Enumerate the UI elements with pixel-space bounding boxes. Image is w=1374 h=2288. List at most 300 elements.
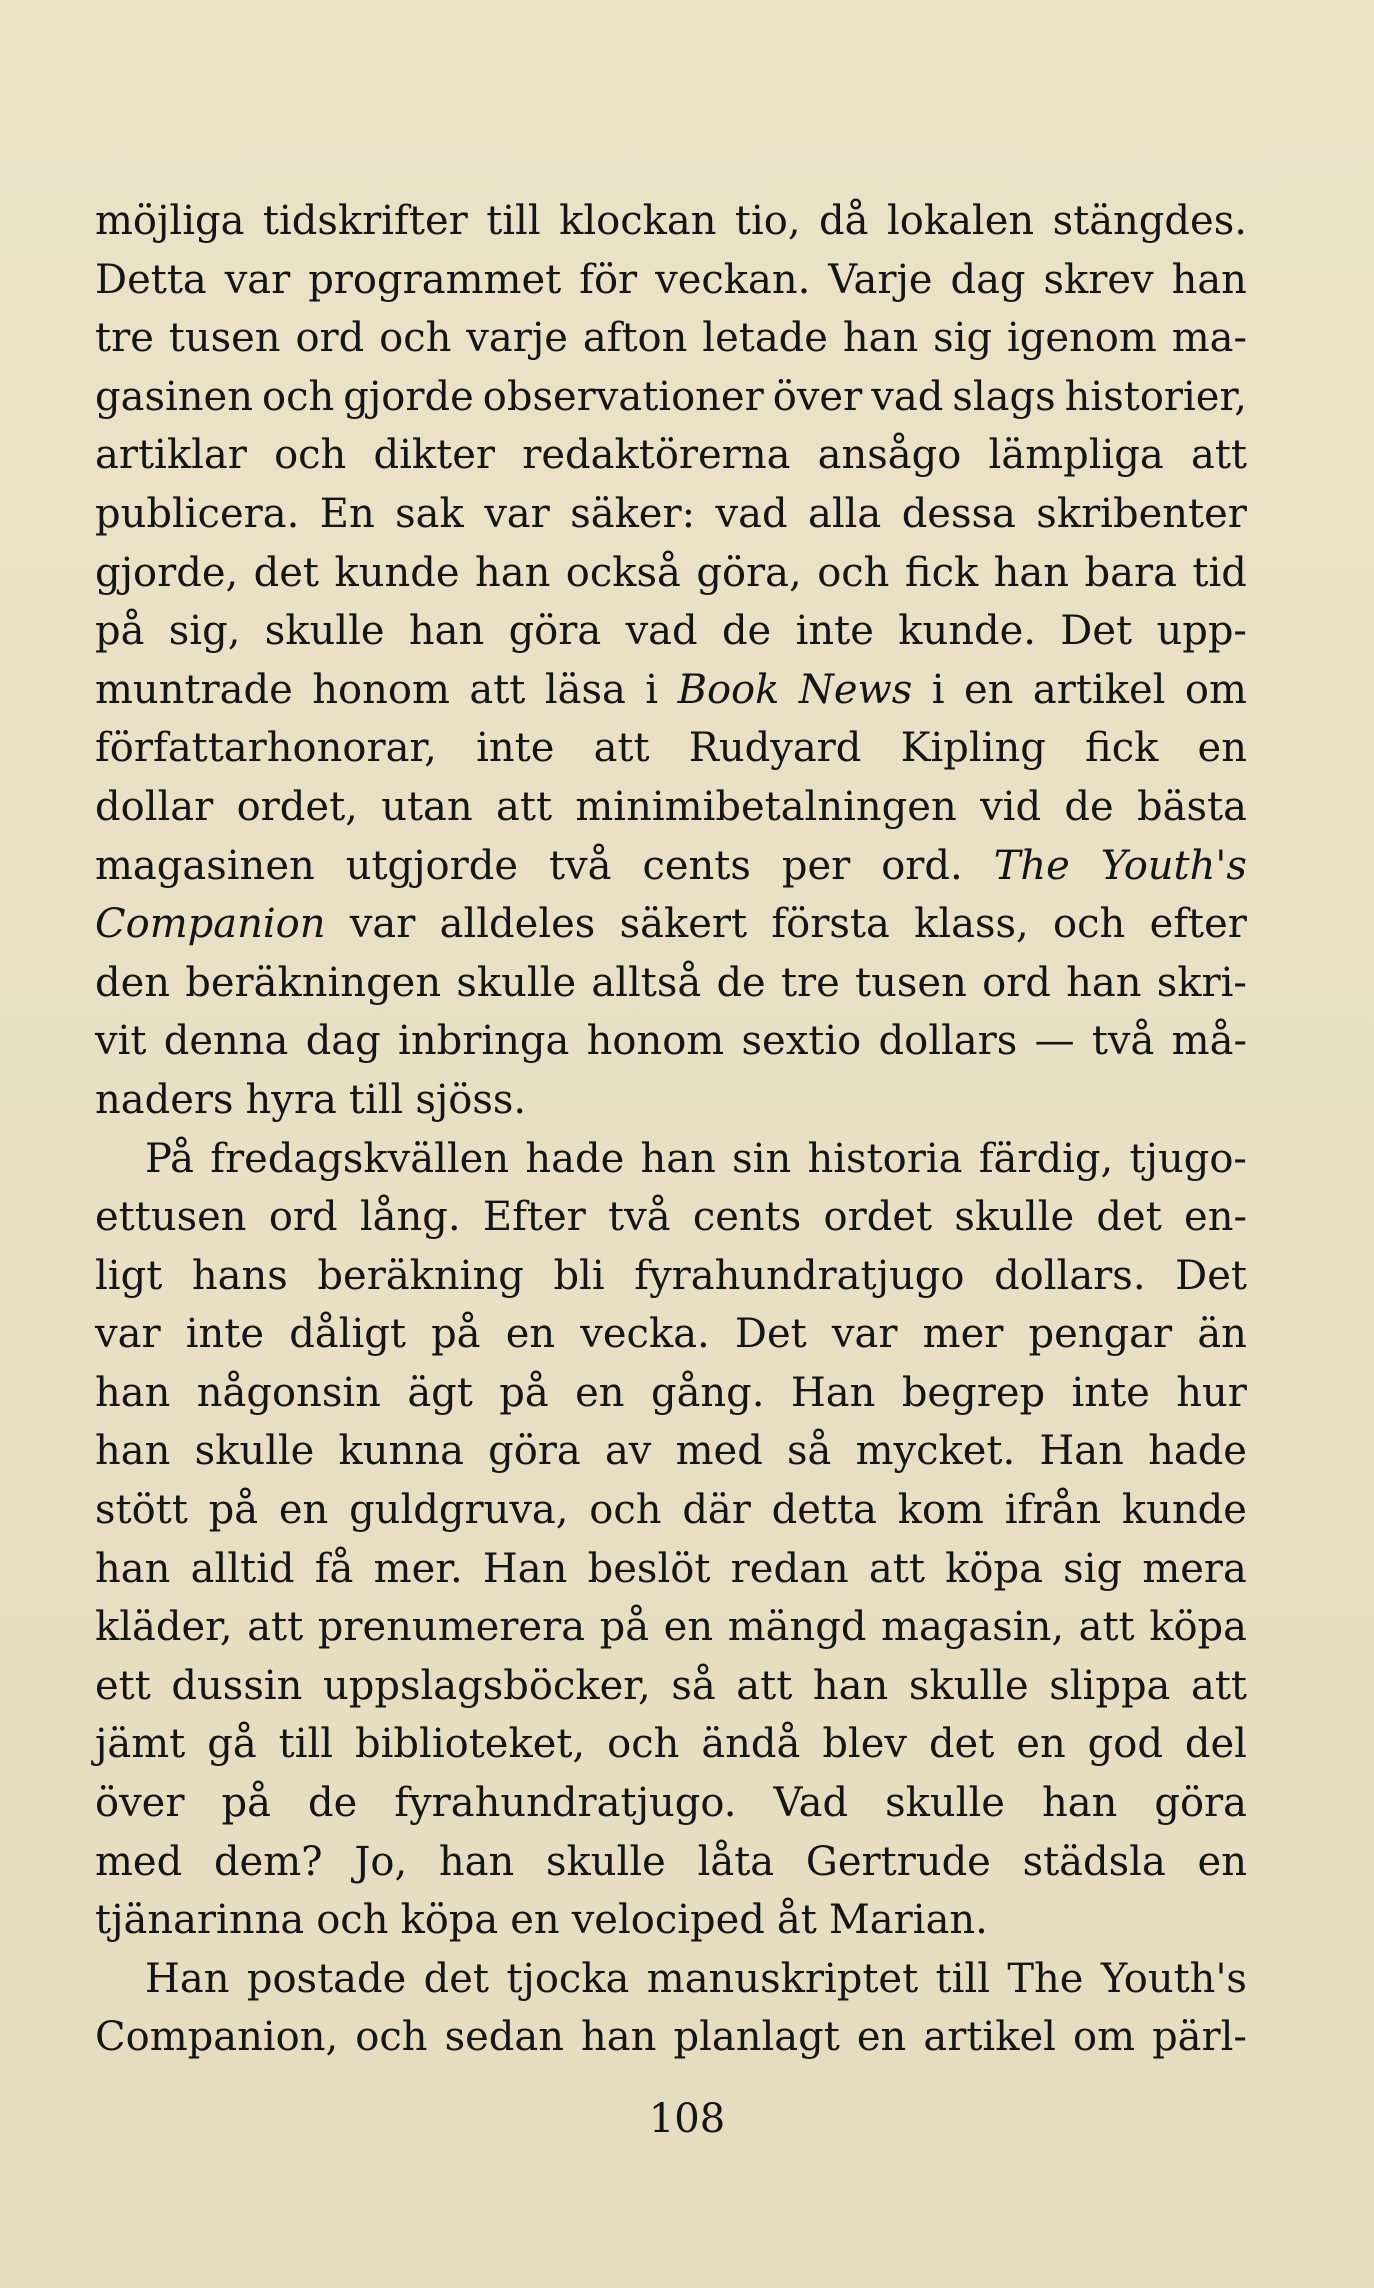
word: säker:: [570, 490, 696, 537]
word: om: [1072, 2014, 1135, 2061]
word: sin: [732, 1135, 792, 1182]
word: ord: [982, 959, 1051, 1006]
word: de: [307, 1780, 358, 1827]
word: sig,: [168, 608, 241, 655]
word: en-: [1184, 1194, 1247, 1241]
word: magasinen: [95, 842, 315, 889]
word: Detta: [95, 256, 207, 303]
text-line: [95, 1540, 1247, 1599]
word: publicera.: [95, 490, 300, 537]
word: ordet,: [236, 783, 358, 830]
word: biblioteket,: [355, 1721, 586, 1768]
word: historier,: [1064, 373, 1247, 420]
word: och: [355, 2014, 428, 2061]
word: inte: [1071, 1369, 1150, 1416]
word: hans: [191, 1252, 288, 1299]
word: dag: [305, 1018, 381, 1065]
word: Det: [1060, 608, 1133, 655]
word: redan: [730, 1545, 849, 1592]
italic-word: Companion: [95, 901, 326, 948]
word: ord: [268, 1194, 338, 1241]
word: med: [95, 1838, 183, 1885]
word: —: [1034, 1018, 1075, 1065]
word: gång.: [650, 1369, 765, 1416]
word: möjliga: [95, 198, 245, 244]
word: färdig,: [978, 1135, 1114, 1182]
text-line: [95, 544, 1247, 603]
word: till: [935, 1955, 990, 2002]
word: mera: [1142, 1545, 1247, 1592]
word: skribenter: [1036, 490, 1247, 537]
word: låta: [697, 1838, 775, 1885]
word: gjorde,: [95, 549, 239, 596]
text-line: [95, 602, 1247, 661]
word: skrev: [1043, 256, 1154, 303]
text-line: [95, 2008, 1247, 2067]
word: dollars.: [994, 1252, 1146, 1299]
word: sak: [395, 490, 464, 537]
text-line: [95, 1364, 1247, 1423]
word: utgjorde: [345, 842, 519, 889]
word: att: [1078, 1604, 1135, 1651]
word: klass,: [914, 901, 1029, 948]
text-line: [95, 1012, 1247, 1071]
word: också: [565, 549, 681, 596]
word: och: [274, 432, 347, 479]
word: Companion,: [95, 2014, 339, 2061]
word: det: [1096, 1194, 1162, 1241]
word: skri-: [1156, 959, 1247, 1006]
word: alltså: [591, 959, 702, 1006]
word: skulle: [456, 959, 577, 1006]
word: slags: [952, 373, 1056, 420]
word: The: [1007, 1955, 1084, 2002]
page-number: 108: [648, 2096, 726, 2142]
word: han: [408, 608, 485, 655]
word: en: [1197, 725, 1247, 772]
word: gasinen: [95, 373, 253, 420]
italic-word: News: [798, 666, 913, 713]
word: ändå: [701, 1721, 801, 1768]
word: en: [1016, 1721, 1066, 1768]
word: magasin,: [881, 1604, 1065, 1651]
word: vecka.: [580, 1311, 710, 1358]
word: och: [817, 549, 890, 596]
word: att: [496, 783, 553, 830]
word: han: [581, 2014, 657, 2061]
word: lång.: [359, 1194, 461, 1241]
word: ma-: [1171, 315, 1247, 362]
word: inte: [476, 725, 555, 772]
word: stött: [95, 1487, 188, 1534]
word: kunde: [334, 549, 460, 596]
text-line: [95, 368, 1247, 427]
word: sjöss.: [415, 1076, 527, 1123]
text-line: [95, 1657, 1247, 1716]
word: må-: [1171, 1018, 1247, 1065]
word: var: [95, 1311, 161, 1358]
word: Marian.: [828, 1897, 988, 1944]
word: en: [510, 1897, 560, 1944]
text-line: [95, 1422, 1247, 1481]
text-line: [95, 837, 1247, 896]
word: säkert: [619, 901, 748, 948]
word: alltid: [190, 1545, 295, 1592]
word: till: [486, 198, 541, 244]
word: på: [95, 608, 145, 655]
word: slippa: [1049, 1662, 1171, 1709]
word: fyrahundratjugo.: [394, 1780, 737, 1827]
word: en: [856, 2014, 907, 2061]
word: vit: [95, 1018, 147, 1065]
word: han: [1041, 1780, 1118, 1827]
text-line: [95, 1715, 1247, 1774]
word: honom: [312, 666, 450, 713]
word: guldgruva,: [349, 1487, 569, 1534]
word: Jo,: [354, 1838, 408, 1885]
word: cents: [692, 1194, 802, 1241]
word: dussin: [171, 1662, 303, 1709]
word: till: [348, 1076, 404, 1123]
word: ordet: [823, 1194, 933, 1241]
word: på: [599, 1604, 650, 1651]
italic-word: Youth's: [1100, 842, 1247, 889]
word: manuskriptet: [646, 1955, 919, 2002]
word: Det: [1175, 1252, 1247, 1299]
word: prenumerera: [317, 1604, 586, 1651]
word: bara: [1084, 549, 1177, 596]
word: upp-: [1156, 608, 1247, 655]
word: muntrade: [95, 666, 293, 713]
word: att: [1191, 1662, 1247, 1709]
word: han: [1066, 959, 1142, 1006]
word: han: [438, 1838, 515, 1885]
word: någonsin: [196, 1369, 381, 1416]
word: dag: [950, 256, 1026, 303]
word: skulle: [546, 1838, 666, 1885]
word: dollar: [95, 783, 214, 830]
word: pengar: [1028, 1311, 1173, 1358]
word: tjänarinna: [95, 1897, 305, 1944]
word: en: [1197, 1838, 1247, 1885]
word: ettusen: [95, 1194, 247, 1241]
word: lokalen: [886, 198, 1035, 244]
word: tidskrifter: [262, 198, 468, 244]
text-line: [95, 192, 1247, 251]
word: inbringa: [398, 1018, 570, 1065]
word: vid: [980, 783, 1042, 830]
word: postade: [246, 1955, 407, 2002]
word: skulle: [954, 1194, 1075, 1241]
text-line: [95, 1071, 1247, 1130]
word: åt: [776, 1897, 817, 1944]
text-line: [95, 895, 1247, 954]
word: programmet: [308, 256, 562, 303]
word: göra: [1154, 1780, 1247, 1827]
word: författarhonorar,: [95, 725, 437, 772]
word: bli: [553, 1252, 605, 1299]
word: mer: [922, 1311, 1004, 1358]
word: och: [316, 1897, 389, 1944]
italic-word: Book: [677, 666, 780, 713]
word: bästa: [1137, 783, 1247, 830]
word: köpa: [945, 1545, 1043, 1592]
word: beräkning: [317, 1252, 524, 1299]
word: skulle: [264, 608, 385, 655]
word: inte: [795, 608, 874, 655]
word: så: [787, 1428, 832, 1475]
word: letade: [702, 315, 828, 362]
word: köpa: [400, 1897, 499, 1944]
word: Youth's: [1100, 1955, 1247, 2002]
word: på: [499, 1369, 549, 1416]
word: per: [781, 842, 851, 889]
word: det: [423, 1955, 489, 2002]
word: stängdes.: [1052, 198, 1247, 244]
word: På: [145, 1135, 194, 1182]
word: mer.: [373, 1545, 463, 1592]
word: igenom: [1006, 315, 1157, 362]
word: och: [379, 315, 452, 362]
word: han: [993, 549, 1070, 596]
word: uppslagsböcker,: [323, 1662, 651, 1709]
word: fredagskvällen: [210, 1135, 510, 1182]
word: naders: [95, 1076, 234, 1123]
word: skulle: [885, 1780, 1005, 1827]
word: det: [928, 1721, 995, 1768]
word: fick: [1085, 725, 1159, 772]
word: ägt: [407, 1369, 473, 1416]
word: om: [1184, 666, 1247, 713]
italic-word: The: [993, 842, 1070, 889]
word: den: [95, 959, 171, 1006]
word: skulle: [908, 1662, 1029, 1709]
word: en: [663, 1604, 714, 1651]
word: Han: [1039, 1428, 1124, 1475]
word: afton: [582, 315, 688, 362]
word: en: [505, 1311, 556, 1358]
word: att: [593, 725, 650, 772]
text-line: [95, 251, 1247, 310]
word: velociped: [571, 1897, 765, 1944]
word: över: [95, 1780, 185, 1827]
word: mycket.: [855, 1428, 1016, 1475]
word: göra,: [696, 549, 802, 596]
word: gjorde: [343, 373, 474, 420]
word: dollars: [878, 1018, 1018, 1065]
text-line: [95, 1481, 1247, 1540]
word: göra: [508, 608, 602, 655]
word: kom: [897, 1487, 984, 1534]
word: där: [682, 1487, 751, 1534]
text-line: [95, 1833, 1247, 1892]
word: på: [208, 1487, 259, 1534]
word: och: [607, 1721, 680, 1768]
word: detta: [771, 1487, 877, 1534]
word: gå: [207, 1721, 257, 1768]
word: lämpliga: [988, 432, 1164, 479]
word: ett: [95, 1662, 151, 1709]
word: kunde.: [898, 608, 1036, 655]
word: hade: [525, 1135, 625, 1182]
word: det: [253, 549, 320, 596]
word: ansågo: [817, 432, 962, 479]
word: sextio: [741, 1018, 862, 1065]
word: han: [842, 315, 919, 362]
word: Efter: [482, 1194, 586, 1241]
word: dikter: [373, 432, 496, 479]
word: i: [931, 666, 945, 713]
word: tjocka: [506, 1955, 630, 2002]
word: att: [247, 1604, 304, 1651]
word: dåligt: [289, 1311, 406, 1358]
word: tjugo-: [1129, 1135, 1247, 1182]
word: han: [1171, 256, 1247, 303]
word: Vad: [773, 1780, 849, 1827]
word: hyra: [245, 1076, 337, 1123]
word: var: [831, 1311, 898, 1358]
word: en: [964, 666, 1014, 713]
word: var: [349, 901, 416, 948]
word: tusen: [168, 315, 281, 362]
word: artikel: [1032, 666, 1166, 713]
word: tre: [780, 959, 840, 1006]
word: ifrån: [1004, 1487, 1102, 1534]
word: en: [575, 1369, 625, 1416]
word: och: [1053, 901, 1126, 948]
word: efter: [1149, 901, 1247, 948]
word: ligt: [95, 1252, 163, 1299]
word: utan: [381, 783, 473, 830]
word: sig: [1063, 1545, 1123, 1592]
word: att: [736, 1662, 793, 1709]
text-line: [95, 1188, 1247, 1247]
word: till: [278, 1721, 334, 1768]
word: pärl-: [1152, 2014, 1247, 2061]
word: vad: [871, 373, 944, 420]
word: kläder,: [95, 1604, 233, 1651]
word: kunna: [338, 1428, 464, 1475]
text-line: [95, 778, 1247, 837]
text-line: [95, 485, 1247, 544]
word: en: [278, 1487, 329, 1534]
word: än: [1197, 1311, 1247, 1358]
word: att: [469, 666, 526, 713]
word: hade: [1148, 1428, 1247, 1475]
word: köpa: [1149, 1604, 1247, 1651]
word: beräkningen: [185, 959, 442, 1006]
word: jämt: [95, 1721, 186, 1768]
word: veckan.: [655, 256, 811, 303]
word: Det: [734, 1311, 807, 1358]
word: klockan: [559, 198, 717, 244]
word: cents: [642, 842, 751, 889]
word: så: [671, 1662, 716, 1709]
word: över: [772, 373, 863, 420]
word: observationer: [482, 373, 764, 420]
word: historia: [807, 1135, 963, 1182]
word: Han: [482, 1545, 568, 1592]
word: ord: [295, 315, 365, 362]
word: Gertrude: [805, 1838, 991, 1885]
word: sedan: [444, 2014, 564, 2061]
word: att: [1190, 432, 1247, 479]
word: inte: [185, 1311, 265, 1358]
word: Han: [145, 1955, 230, 2002]
word: två: [1091, 1018, 1155, 1065]
word: En: [319, 490, 375, 537]
word: han: [95, 1545, 171, 1592]
word: de: [1064, 783, 1114, 830]
word: Rudyard: [688, 725, 862, 772]
word: att: [868, 1545, 925, 1592]
word: denna: [163, 1018, 289, 1065]
text-line: [95, 1305, 1247, 1364]
word: ord.: [881, 842, 963, 889]
word: blev: [822, 1721, 907, 1768]
word: beslöt: [587, 1545, 711, 1592]
word: vad: [715, 490, 788, 537]
word: minimibetalningen: [575, 783, 957, 830]
word: planlagt: [673, 2014, 840, 2061]
text-line: [95, 426, 1247, 485]
word: vad: [625, 608, 698, 655]
text-line: [95, 954, 1247, 1013]
word: läsa: [544, 666, 626, 713]
word: de: [721, 608, 772, 655]
text-line: [95, 661, 1247, 720]
word: han: [474, 549, 551, 596]
word: sig: [933, 315, 993, 362]
word: Kipling: [900, 725, 1046, 772]
word: av: [604, 1428, 652, 1475]
word: på: [221, 1780, 271, 1827]
text-line: [95, 1774, 1247, 1833]
text-line: [95, 309, 1247, 368]
word: alla: [807, 490, 882, 537]
word: dessa: [901, 490, 1016, 537]
word: och: [589, 1487, 662, 1534]
word: var: [224, 256, 291, 303]
word: artikel: [923, 2014, 1056, 2061]
word: var: [484, 490, 550, 537]
word: hur: [1176, 1369, 1247, 1416]
word: artiklar: [95, 432, 247, 479]
word: mängd: [727, 1604, 867, 1651]
text-line: [95, 1950, 1247, 2009]
word: kunde: [1121, 1487, 1247, 1534]
word: och: [261, 373, 335, 420]
word: tusen: [855, 959, 967, 1006]
word: de: [716, 959, 766, 1006]
word: han: [95, 1369, 171, 1416]
text-line: [95, 719, 1247, 778]
word: för: [579, 256, 638, 303]
word: fyrahundratjugo: [634, 1252, 965, 1299]
word: Han: [790, 1369, 876, 1416]
word: två: [548, 842, 612, 889]
word: på: [431, 1311, 481, 1358]
word: del: [1184, 1721, 1247, 1768]
text-line: [95, 1130, 1247, 1189]
word: då: [819, 198, 869, 244]
word: fick: [904, 549, 979, 596]
word: varje: [466, 315, 568, 362]
word: göra: [488, 1428, 581, 1475]
word: god: [1087, 1721, 1163, 1768]
word: honom: [586, 1018, 725, 1065]
word: städsla: [1022, 1838, 1166, 1885]
